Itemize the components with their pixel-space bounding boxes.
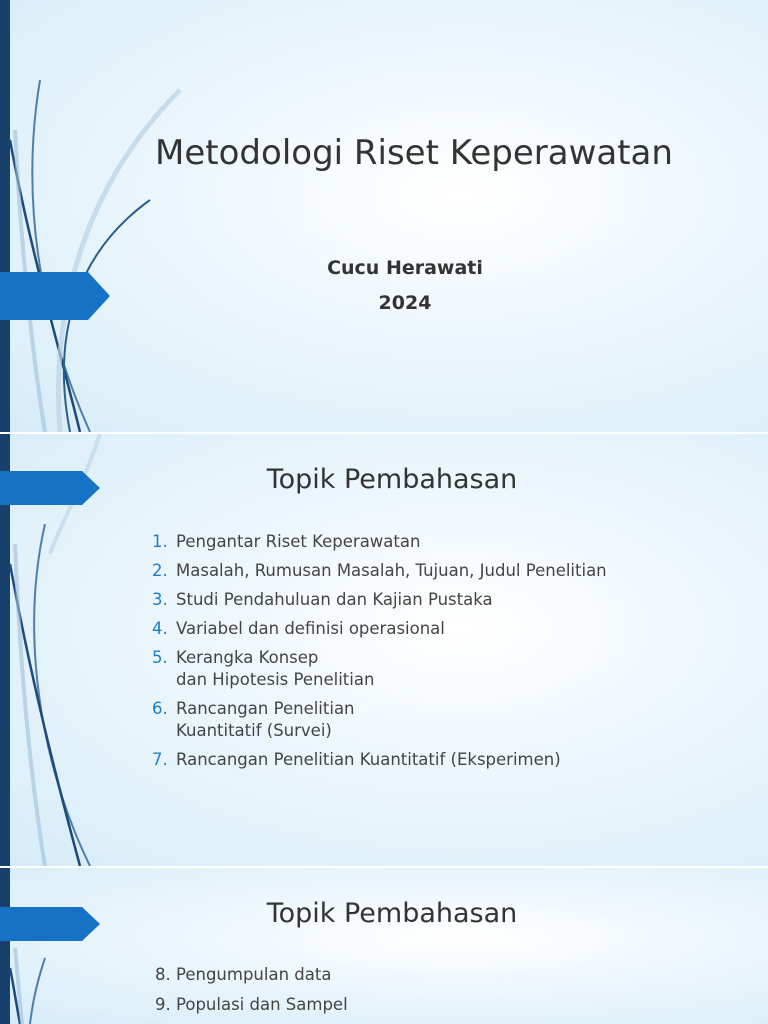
list-text: Masalah, Rumusan Masalah, Tujuan, Judul Penelitian — [176, 561, 607, 580]
list-item — [152, 531, 607, 553]
list-item — [152, 589, 607, 611]
list-text: Studi Pendahuluan dan Kajian Pustaka — [176, 590, 493, 609]
list-number: 2. — [152, 561, 168, 580]
decorative-swoosh — [0, 0, 200, 432]
topic-list — [152, 531, 607, 778]
list-number: 1. — [152, 532, 168, 551]
list-number: 7. — [152, 750, 168, 769]
section-title: Topik Pembahasan — [266, 898, 518, 929]
list-text: Rancangan Penelitian Kuantitatif (Survei) — [176, 699, 355, 740]
list-item: 8. Pengumpulan data — [155, 965, 332, 984]
presentation-title: Metodologi Riset Keperawatan — [155, 133, 673, 173]
topic-list — [155, 964, 348, 1024]
list-text: Pengantar Riset Keperawatan — [176, 532, 421, 551]
list-number: 3. — [152, 590, 168, 609]
list-number: 6. — [152, 699, 168, 718]
topics-slide-1 — [0, 434, 768, 866]
list-number: 4. — [152, 619, 168, 638]
presentation-year: 2024 — [378, 292, 432, 314]
list-item — [152, 698, 607, 742]
list-item: 9. Populasi dan Sampel — [155, 995, 348, 1014]
list-item — [152, 749, 607, 771]
list-text: Variabel dan definisi operasional — [176, 619, 445, 638]
section-title: Topik Pembahasan — [266, 464, 518, 495]
list-number: 5. — [152, 648, 168, 667]
title-slide — [0, 0, 768, 432]
list-item — [152, 560, 607, 582]
topics-slide-2 — [0, 868, 768, 1024]
list-item — [152, 618, 607, 640]
list-text: Rancangan Penelitian Kuantitatif (Eksperimen) — [176, 750, 561, 769]
list-item — [152, 647, 607, 691]
list-text: Kerangka Konsep dan Hipotesis Penelitian — [176, 648, 375, 689]
author-name: Cucu Herawati — [327, 257, 483, 279]
